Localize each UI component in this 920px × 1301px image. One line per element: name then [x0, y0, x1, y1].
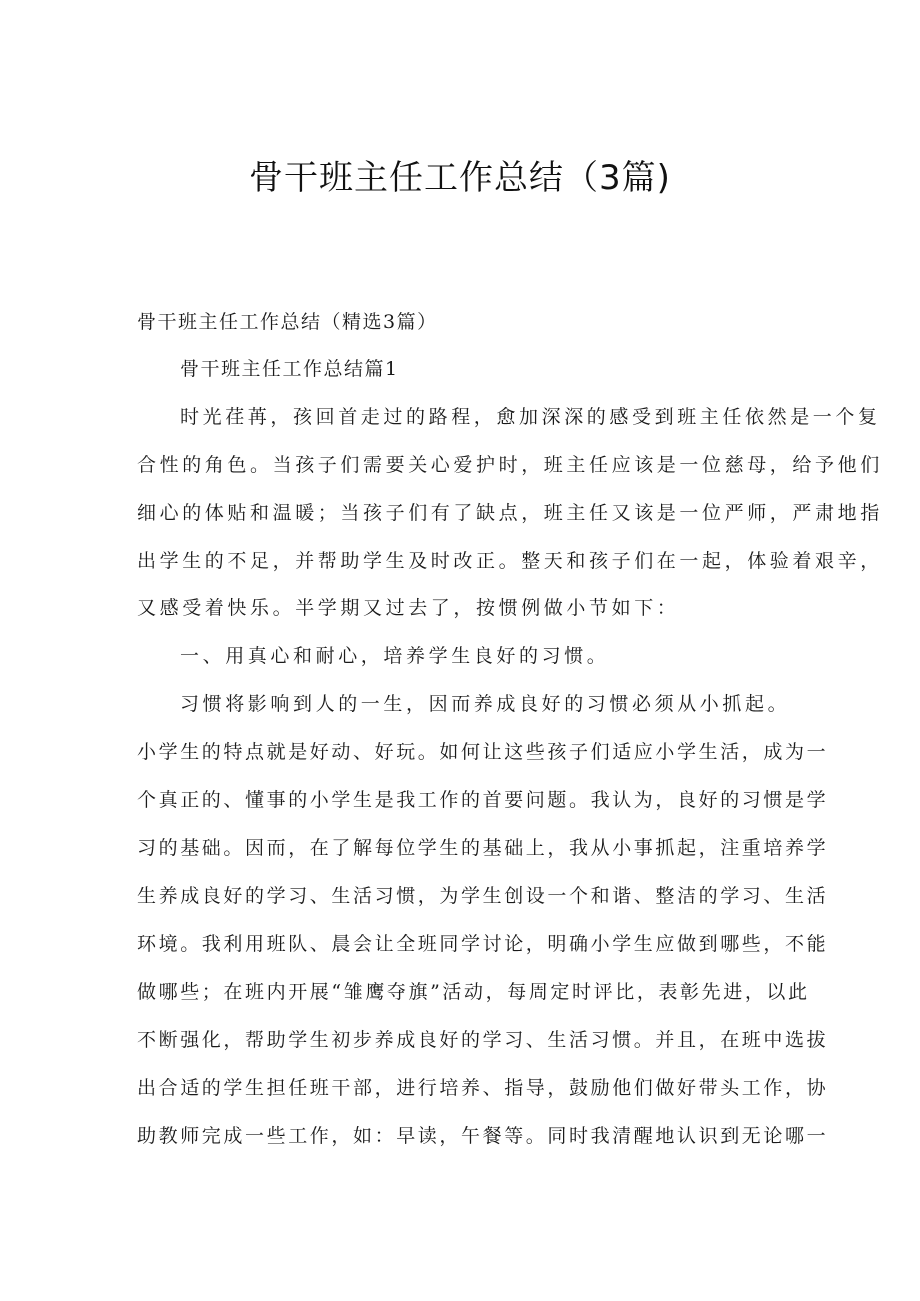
paragraph-line: 又感受着快乐。半学期又过去了，按惯例做小节如下： [137, 597, 680, 619]
paragraph-line: 小学生的特点就是好动、好玩。如何让这些孩子们适应小学生活，成为一 [137, 741, 829, 763]
paragraph-line: 生养成良好的学习、生活习惯，为学生创设一个和谐、整洁的学习、生活 [137, 885, 829, 907]
paragraph-line: 合性的角色。当孩子们需要关心爱护时，班主任应该是一位慈母，给予他们 [137, 454, 883, 476]
paragraph-line: 一、用真心和耐心，培养学生良好的习惯。 [180, 645, 610, 667]
paragraph-line: 细心的体贴和温暖；当孩子们有了缺点，班主任又该是一位严师，严肃地指 [137, 502, 883, 524]
paragraph-line: 习惯将影响到人的一生，因而养成良好的习惯必须从小抓起。 [180, 693, 791, 715]
paragraph-line: 时光荏苒，孩回首走过的路程，愈加深深的感受到班主任依然是一个复 [180, 406, 881, 428]
subtitle-line: 骨干班主任工作总结（精选3篇） [137, 311, 438, 333]
paragraph-line: 环境。我利用班队、晨会让全班同学讨论，明确小学生应做到哪些，不能 [137, 933, 829, 955]
paragraph-line: 不断强化，帮助学生初步养成良好的学习、生活习惯。并且，在班中选拔 [137, 1029, 829, 1051]
paragraph-line: 习的基础。因而，在了解每位学生的基础上，我从小事抓起，注重培养学 [137, 837, 829, 859]
paragraph-line: 出合适的学生担任班干部，进行培养、指导，鼓励他们做好带头工作，协 [137, 1077, 829, 1099]
paragraph-line: 做哪些；在班内开展“雏鹰夺旗”活动，每周定时评比，表彰先进，以此 [137, 981, 810, 1003]
document-title: 骨干班主任工作总结（3篇) [249, 158, 671, 198]
section-heading: 骨干班主任工作总结篇1 [180, 358, 399, 380]
paragraph-line: 个真正的、懂事的小学生是我工作的首要问题。我认为，良好的习惯是学 [137, 789, 829, 811]
paragraph-line: 出学生的不足，并帮助学生及时改正。整天和孩子们在一起，体验着艰辛， [137, 550, 883, 572]
paragraph-line: 助教师完成一些工作，如：早读，午餐等。同时我清醒地认识到无论哪一 [137, 1125, 829, 1147]
